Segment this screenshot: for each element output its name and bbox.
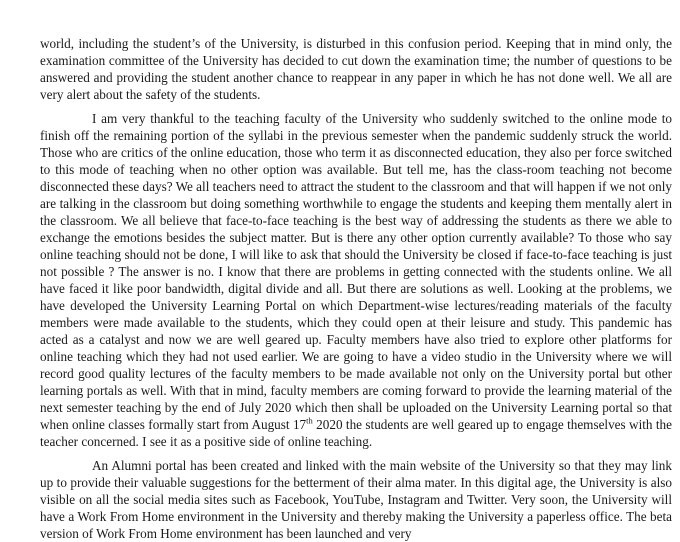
paragraph-spacer [40, 103, 672, 110]
paragraph-online-teaching-text: I am very thankful to the teaching faculty of the University who suddenly switched to the online mode to finish off the remaining portion of the syllabi in the previous semester when the pandemic suddenly struck the world. Those who are critics of the online education, those who term it as disconnected education, they also per force switched to this mode of teaching when no other option was available. But tell me, has the class-room teaching not become disconnected these days? We all teachers need to attract the student to the classroom and that will happen if we not only are talking in the classroom but doing something worthwhile to engage the students and keeping them mentally alert in the classroom. We all believe that face-to-face teaching is the best way of addressing the students as there we able to exchange the emotions besides the subject matter. But is there any other option currently available? To those who say online teaching should not be done, I will like to ask that should the University be closed if face-to-face teaching is just not possible ? The answer is no. I know that there are problems in getting connected with the students online. We all have faced it like poor bandwidth, digital divide and all. But there are solutions as well. Looking at the problems, we have developed the University Learning Portal on which Department-wise lectures/reading materials of the faculty members were made available to the students, which they could open at their leisure and study. This pandemic has acted as a catalyst and now we are well geared up. Faculty members have also tried to explore other platforms for online teaching which they had not used earlier. We are going to have a video studio in the University where we will record good quality lectures of the faculty members to be made available not only on the University portal but other learning portals as well. With that in mind, faculty members are coming forward to provide the learning material of the next semester teaching by the end of July 2020 which then shall be uploaded on the University Learning portal so that when online classes formally start from August 17 [40, 111, 672, 432]
paragraph-spacer [40, 450, 672, 457]
ordinal-suffix: th [306, 415, 313, 426]
paragraph-online-teaching-text-end: 2020 the students are well geared up to engage themselves with the teacher concerned. I see it as a positive side of online teaching. [40, 417, 672, 449]
paragraph-online-teaching [40, 110, 672, 450]
paragraph-alumni-portal: An Alumni portal has been created and linked with the main website of the University so that they may link up to provide their valuable suggestions for the betterment of their alma mater. In this digital age, the University is also visible on all the social media sites such as Facebook, YouTube, Instagram and Twitter. Very soon, the University will have a Work From Home environment in the University and thereby making the University a paperless office. The beta version of Work From Home environment has been launched and very [40, 458, 672, 541]
paragraph-safety-of-students: world, including the student’s of the University, is disturbed in this confusion period. Keeping that in mind only, the examination committee of the University has decided to cut down the examination time; the number of questions to be answered and providing the student another chance to reappear in any paper in which he has not done well. We all are very alert about the safety of the students. [40, 36, 672, 102]
document-body [40, 35, 672, 542]
